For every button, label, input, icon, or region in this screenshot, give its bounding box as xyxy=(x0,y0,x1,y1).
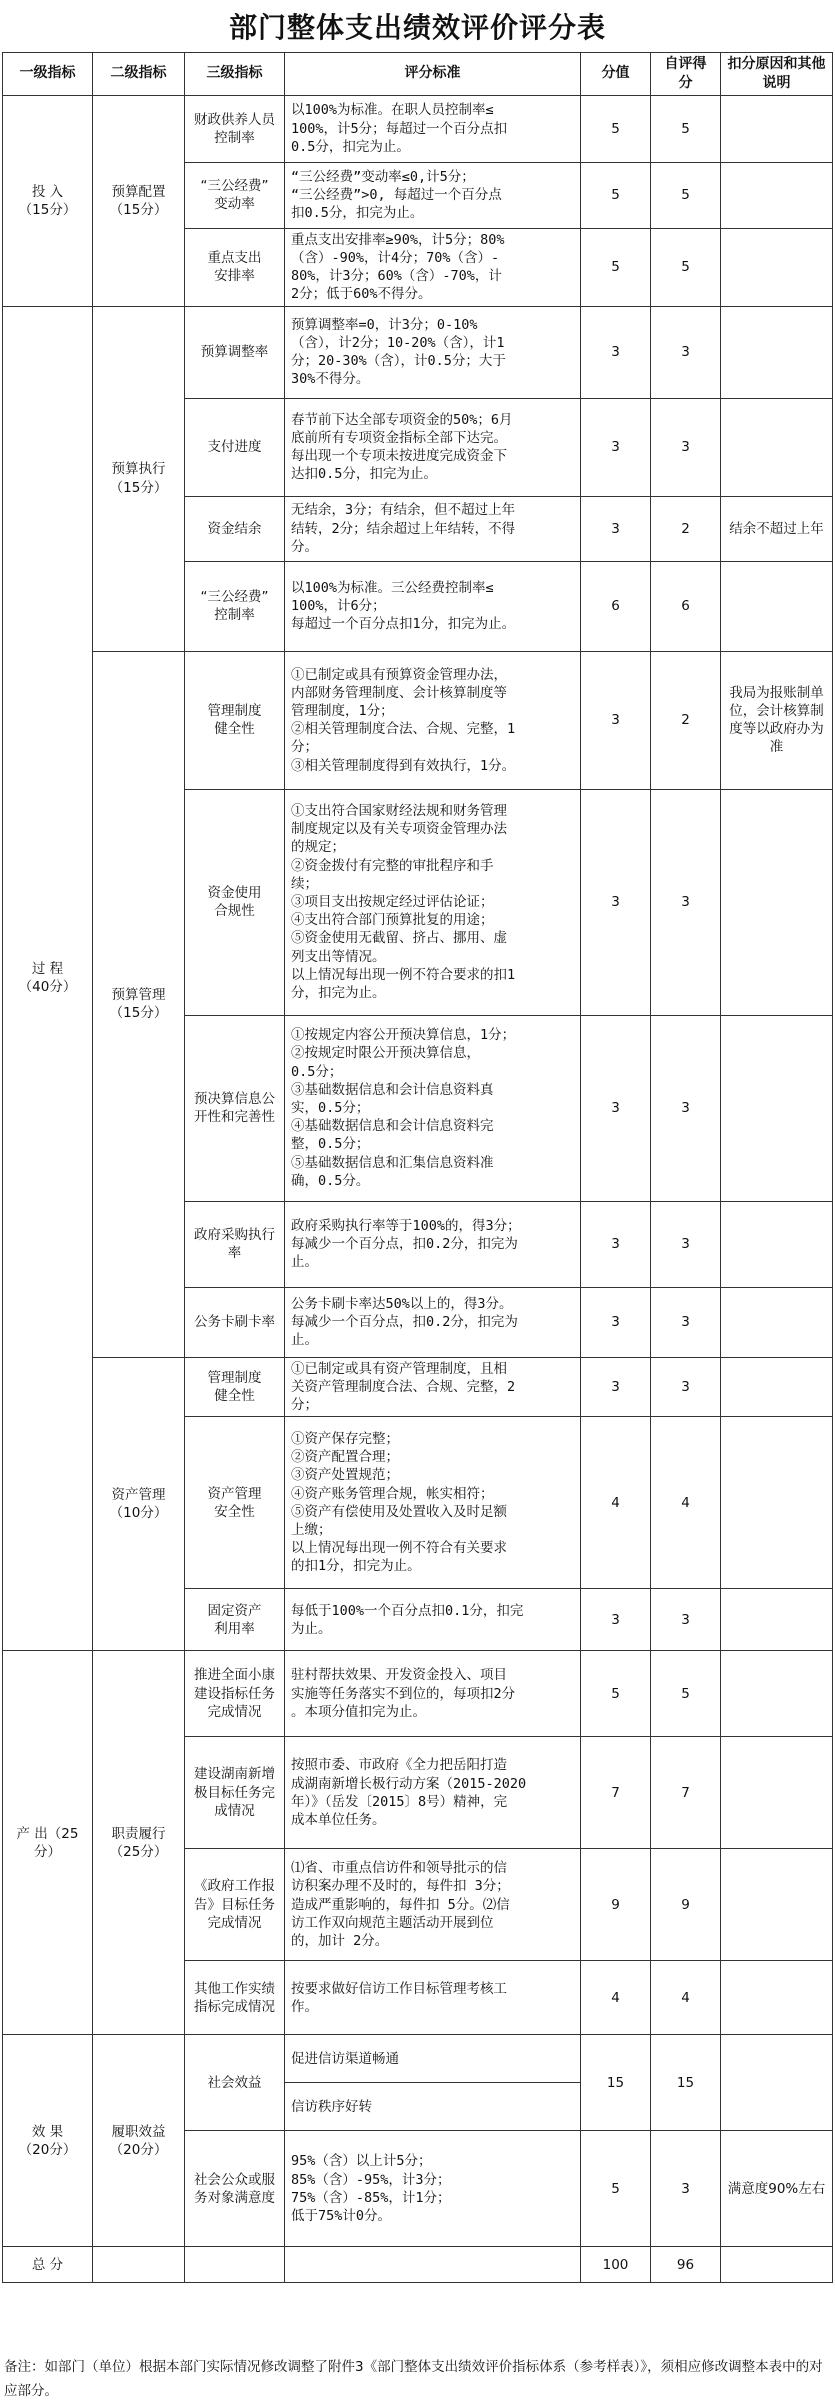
level3-cell: “三公经费” 控制率 xyxy=(185,561,285,651)
standard-cell: ①已制定或具有资产管理制度，且相 关资产管理制度合法、合规、完整，2 分； xyxy=(285,1357,581,1417)
level2-budget-config: 预算配置 （15分） xyxy=(93,95,185,306)
standard-cell: 按要求做好信访工作目标管理考核工 作。 xyxy=(285,1961,581,2035)
self-score-cell: 9 xyxy=(651,1849,721,1961)
standard-cell: 重点支出安排率≥90%，计5分；80% （含）-90%，计4分；70%（含）- 80%，计3分；60%（含）-70%，计 2分；低于60%不得分。 xyxy=(285,228,581,306)
score-cell: 3 xyxy=(581,651,651,789)
score-cell: 3 xyxy=(581,398,651,496)
score-cell: 5 xyxy=(581,162,651,228)
self-score-cell: 3 xyxy=(651,1287,721,1357)
footnote: 备注：如部门（单位）根据本部门实际情况修改调整了附件3《部门整体支出绩效评价指标体系（参考样表）》，须相应修改调整本表中的对应部分。 xyxy=(4,2359,823,2399)
reason-cell xyxy=(721,1357,833,1417)
self-score-cell: 3 xyxy=(651,306,721,398)
empty-cell xyxy=(285,2247,581,2283)
table-row xyxy=(3,306,833,398)
score-cell: 4 xyxy=(581,1961,651,2035)
level1-process: 过 程 （40分） xyxy=(3,306,93,1651)
header-row xyxy=(3,53,833,96)
total-score: 100 xyxy=(581,2247,651,2283)
score-cell: 15 xyxy=(581,2035,651,2131)
level3-cell: 建设湖南新增 极目标任务完 成情况 xyxy=(185,1737,285,1849)
reason-cell xyxy=(721,1961,833,2035)
score-cell: 3 xyxy=(581,496,651,561)
header-level2: 二级指标 xyxy=(93,53,185,96)
standard-cell: 政府采购执行率等于100%的，得3分； 每减少一个百分点，扣0.2分，扣完为 止。 xyxy=(285,1201,581,1287)
reason-cell xyxy=(721,1737,833,1849)
score-cell: 6 xyxy=(581,561,651,651)
table-row xyxy=(3,1651,833,1737)
total-row xyxy=(3,2247,833,2283)
self-score-cell: 3 xyxy=(651,1589,721,1651)
level3-cell: 支付进度 xyxy=(185,398,285,496)
level3-cell: 财政供养人员 控制率 xyxy=(185,95,285,162)
level3-cell: 资产管理 安全性 xyxy=(185,1417,285,1589)
page-title: 部门整体支出绩效评价评分表 xyxy=(228,11,606,44)
reason-cell xyxy=(721,2035,833,2131)
level3-cell: 社会公众或服 务对象满意度 xyxy=(185,2131,285,2247)
self-score-cell: 7 xyxy=(651,1737,721,1849)
standard-cell: 95%（含）以上计5分； 85%（含）-95%，计3分； 75%（含）-85%，计1分； 低于75%计0分。 xyxy=(285,2131,581,2247)
level3-cell: 社会效益 xyxy=(185,2035,285,2131)
score-cell: 7 xyxy=(581,1737,651,1849)
self-score-cell: 3 xyxy=(651,398,721,496)
level3-cell: 资金结余 xyxy=(185,496,285,561)
score-cell: 3 xyxy=(581,789,651,1015)
header-reason: 扣分原因和其他 说明 xyxy=(721,53,833,96)
level3-cell: 预决算信息公 开性和完善性 xyxy=(185,1015,285,1201)
level3-cell: 公务卡刷卡率 xyxy=(185,1287,285,1357)
self-score-cell: 3 xyxy=(651,1201,721,1287)
self-score-cell: 2 xyxy=(651,651,721,789)
standard-cell: 每低于100%一个百分点扣0.1分，扣完 为止。 xyxy=(285,1589,581,1651)
self-score-cell: 5 xyxy=(651,228,721,306)
table-row xyxy=(3,1357,833,1417)
level3-cell: 预算调整率 xyxy=(185,306,285,398)
standard-cell: 驻村帮扶效果、开发资金投入、项目 实施等任务落实不到位的，每项扣2分 。本项分值扣完为止。 xyxy=(285,1651,581,1737)
score-cell: 5 xyxy=(581,2131,651,2247)
total-label: 总 分 xyxy=(3,2247,93,2283)
level3-cell: 固定资产 利用率 xyxy=(185,1589,285,1651)
score-cell: 3 xyxy=(581,306,651,398)
standard-cell: 以100%为标准。三公经费控制率≤ 100%，计6分； 每超过一个百分点扣1分，扣完为止。 xyxy=(285,561,581,651)
score-cell: 3 xyxy=(581,1201,651,1287)
reason-cell xyxy=(721,1849,833,1961)
level2-budget-mgmt: 预算管理 （15分） xyxy=(93,651,185,1357)
level3-cell: 管理制度 健全性 xyxy=(185,651,285,789)
level3-cell: “三公经费” 变动率 xyxy=(185,162,285,228)
standard-cell: ⑴省、市重点信访件和领导批示的信 访积案办理不及时的，每件扣 3分； 造成严重影响的，每件扣 5分。⑵信 访工作双向规范主题活动开展到位 的，加计 2分。 xyxy=(285,1849,581,1961)
reason-cell xyxy=(721,1201,833,1287)
score-cell: 9 xyxy=(581,1849,651,1961)
standard-cell: 无结余，3分；有结余，但不超过上年 结转，2分；结余超过上年结转，不得 分。 xyxy=(285,496,581,561)
reason-cell: 我局为报账制单 位，会计核算制 度等以政府办为 准 xyxy=(721,651,833,789)
self-score-cell: 5 xyxy=(651,1651,721,1737)
score-cell: 3 xyxy=(581,1015,651,1201)
reason-cell xyxy=(721,95,833,162)
reason-cell: 结余不超过上年 xyxy=(721,496,833,561)
empty-cell xyxy=(721,2247,833,2283)
self-score-cell: 3 xyxy=(651,1357,721,1417)
empty-cell xyxy=(93,2247,185,2283)
header-standard: 评分标准 xyxy=(285,53,581,96)
level2-duty: 职责履行 （25分） xyxy=(93,1651,185,2035)
level1-input: 投 入 （15分） xyxy=(3,95,93,306)
level3-cell: 管理制度 健全性 xyxy=(185,1357,285,1417)
standard-cell: 以100%为标准。在职人员控制率≤ 100%，计5分；每超过一个百分点扣 0.5分，扣完为止。 xyxy=(285,95,581,162)
reason-cell xyxy=(721,306,833,398)
evaluation-table xyxy=(2,52,833,2283)
standard-cell: ①资产保存完整； ②资产配置合理； ③资产处置规范； ④资产账务管理合规，帐实相符； ⑤资产有偿使用及处置收入及时足额 上缴； 以上情况每出现一例不符合有关要求 的扣1分，扣完为止。 xyxy=(285,1417,581,1589)
level1-output: 产 出（25 分） xyxy=(3,1651,93,2035)
standard-cell: 促进信访渠道畅通 xyxy=(285,2035,581,2083)
reason-cell xyxy=(721,1015,833,1201)
level3-cell: 《政府工作报 告》目标任务 完成情况 xyxy=(185,1849,285,1961)
standard-cell: “三公经费”变动率≤0,计5分； “三公经费”>0, 每超过一个百分点 扣0.5分，扣完为止。 xyxy=(285,162,581,228)
level3-cell: 资金使用 合规性 xyxy=(185,789,285,1015)
reason-cell xyxy=(721,789,833,1015)
empty-cell xyxy=(185,2247,285,2283)
self-score-cell: 15 xyxy=(651,2035,721,2131)
self-score-cell: 2 xyxy=(651,496,721,561)
reason-cell xyxy=(721,228,833,306)
score-cell: 3 xyxy=(581,1287,651,1357)
standard-cell: ①按规定内容公开预决算信息，1分； ②按规定时限公开预决算信息， 0.5分； ③基础数据信息和会计信息资料真 实，0.5分； ④基础数据信息和会计信息资料完 整，0.5分； ⑤基础数据信息和汇集信息资料准 确，0.5分。 xyxy=(285,1015,581,1201)
reason-cell xyxy=(721,1287,833,1357)
standard-cell: 春节前下达全部专项资金的50%；6月 底前所有专项资金指标全部下达完。 每出现一个专项未按进度完成资金下 达扣0.5分，扣完为止。 xyxy=(285,398,581,496)
level3-cell: 其他工作实绩 指标完成情况 xyxy=(185,1961,285,2035)
level2-asset-mgmt: 资产管理 （10分） xyxy=(93,1357,185,1651)
reason-cell: 满意度90%左右 xyxy=(721,2131,833,2247)
score-cell: 3 xyxy=(581,1357,651,1417)
standard-cell: 按照市委、市政府《全力把岳阳打造 成湖南新增长极行动方案（2015-2020 年）》（岳发〔2015〕8号）精神，完 成本单位任务。 xyxy=(285,1737,581,1849)
level3-cell: 政府采购执行 率 xyxy=(185,1201,285,1287)
score-cell: 5 xyxy=(581,95,651,162)
reason-cell xyxy=(721,162,833,228)
score-cell: 3 xyxy=(581,1589,651,1651)
reason-cell xyxy=(721,1651,833,1737)
reason-cell xyxy=(721,398,833,496)
standard-cell: 公务卡刷卡率达50%以上的，得3分。 每减少一个百分点，扣0.2分，扣完为 止。 xyxy=(285,1287,581,1357)
reason-cell xyxy=(721,1589,833,1651)
self-score-cell: 6 xyxy=(651,561,721,651)
level3-cell: 重点支出 安排率 xyxy=(185,228,285,306)
reason-cell xyxy=(721,561,833,651)
table-row xyxy=(3,95,833,162)
level1-effect: 效 果 （20分） xyxy=(3,2035,93,2247)
score-cell: 5 xyxy=(581,228,651,306)
header-level1: 一级指标 xyxy=(3,53,93,96)
score-cell: 4 xyxy=(581,1417,651,1589)
self-score-cell: 5 xyxy=(651,162,721,228)
header-self-score: 自评得 分 xyxy=(651,53,721,96)
self-score-cell: 3 xyxy=(651,789,721,1015)
self-score-cell: 4 xyxy=(651,1961,721,2035)
self-score-cell: 4 xyxy=(651,1417,721,1589)
header-level3: 三级指标 xyxy=(185,53,285,96)
level2-budget-exec: 预算执行 （15分） xyxy=(93,306,185,651)
level3-cell: 推进全面小康 建设指标任务 完成情况 xyxy=(185,1651,285,1737)
total-self-score: 96 xyxy=(651,2247,721,2283)
score-cell: 5 xyxy=(581,1651,651,1737)
self-score-cell: 3 xyxy=(651,1015,721,1201)
self-score-cell: 5 xyxy=(651,95,721,162)
self-score-cell: 3 xyxy=(651,2131,721,2247)
standard-cell: 信访秩序好转 xyxy=(285,2083,581,2131)
level2-benefit: 履职效益 （20分） xyxy=(93,2035,185,2247)
table-row xyxy=(3,651,833,789)
header-score: 分值 xyxy=(581,53,651,96)
standard-cell: ①已制定或具有预算资金管理办法， 内部财务管理制度、会计核算制度等 管理制度，1分； ②相关管理制度合法、合规、完整，1 分； ③相关管理制度得到有效执行，1分。 xyxy=(285,651,581,789)
standard-cell: 预算调整率=0，计3分；0-10% （含），计2分；10-20%（含），计1 分；20-30%（含），计0.5分；大于 30%不得分。 xyxy=(285,306,581,398)
standard-cell: ①支出符合国家财经法规和财务管理 制度规定以及有关专项资金管理办法 的规定； ②资金拨付有完整的审批程序和手 续； ③项目支出按规定经过评估论证； ④支出符合部门预算批复的用途； ⑤资金使用无截留、挤占、挪用、虚 列支出等情况。 以上情况每出现一例不符合要求的扣1 分，扣完为止。 xyxy=(285,789,581,1015)
table-row xyxy=(3,2035,833,2083)
reason-cell xyxy=(721,1417,833,1589)
